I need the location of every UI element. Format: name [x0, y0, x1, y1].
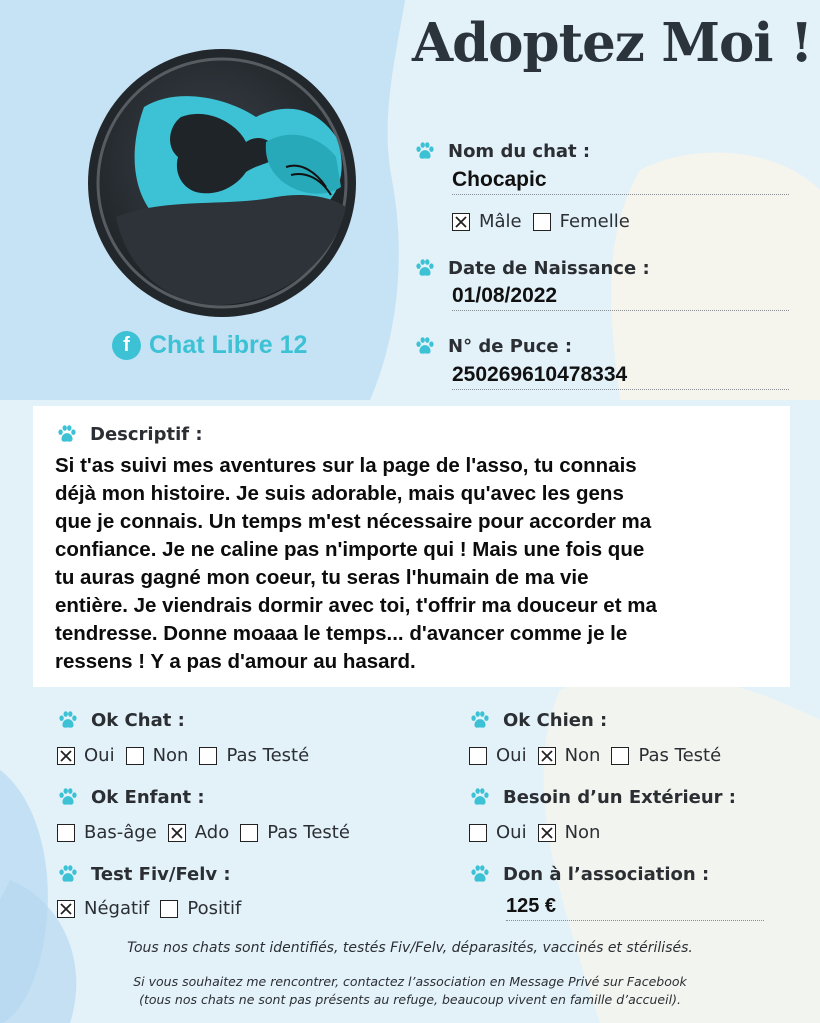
checkbox[interactable]: [126, 747, 144, 765]
description-line: tu auras gagné mon coeur, tu seras l'humain de ma vie: [55, 566, 589, 589]
fiv-option-positif[interactable]: [160, 898, 241, 919]
fiv-option-negatif[interactable]: [57, 898, 149, 919]
fiv-felv-options: [57, 898, 252, 919]
paw-icon: [469, 786, 491, 808]
description-line: que je connais. Un temps m'est nécessaire pour accorder ma: [55, 510, 652, 533]
paw-icon: [56, 423, 78, 445]
option-label: Positif: [187, 898, 242, 919]
option-label: Femelle: [559, 211, 630, 232]
checkbox[interactable]: [199, 747, 217, 765]
page-title: Adoptez Moi !: [412, 12, 813, 74]
x-mark-icon: [454, 215, 468, 229]
option-label: Ado: [194, 822, 230, 843]
fiv-felv-label: [57, 863, 231, 885]
option-label: Non: [152, 745, 189, 766]
checkbox[interactable]: [240, 824, 258, 842]
option-label: Pas Testé: [267, 822, 350, 843]
donation-label: [469, 863, 709, 885]
footer-contact-line: Si vous souhaitez me rencontrer, contactez l’association en Message Privé sur Facebook: [133, 974, 687, 989]
option-label: Non: [564, 822, 601, 843]
birth-date-label: [414, 257, 650, 279]
checkbox[interactable]: [469, 824, 487, 842]
paw-icon: [57, 786, 79, 808]
paw-icon: [414, 140, 436, 162]
exterieur-options: [469, 822, 611, 843]
checkbox[interactable]: [168, 824, 186, 842]
donation-field[interactable]: 125 €: [506, 895, 764, 921]
ok-chien-option-oui[interactable]: [469, 745, 527, 766]
checkbox[interactable]: [533, 213, 551, 231]
ok-enfant-label-text: Ok Enfant :: [91, 786, 205, 808]
description-label: [56, 423, 203, 445]
chip-number-label: [414, 335, 572, 357]
paw-icon: [57, 709, 79, 731]
chip-number-label-text: N° de Puce :: [448, 335, 573, 357]
x-mark-icon: [59, 902, 73, 916]
description-line: tendresse. Donne moaaa le temps... d'avancer comme je le: [55, 622, 628, 645]
checkbox[interactable]: [452, 213, 470, 231]
x-mark-icon: [540, 826, 554, 840]
cat-name-label-text: Nom du chat :: [448, 140, 591, 162]
birth-date-label-text: Date de Naissance :: [448, 257, 650, 279]
paw-icon: [414, 257, 436, 279]
footer-contact-line: (tous nos chats ne sont pas présents au refuge, beaucoup vivent en famille d’accueil).: [139, 992, 681, 1007]
ok-chat-option-non[interactable]: [126, 745, 189, 766]
option-label: Mâle: [479, 211, 522, 232]
ok-chien-options: [469, 745, 732, 766]
option-label: Bas-âge: [84, 822, 157, 843]
birth-date-field[interactable]: 01/08/2022: [452, 284, 789, 311]
facebook-icon: f: [112, 331, 141, 360]
footer-contact: [0, 973, 820, 1009]
checkbox[interactable]: [57, 824, 75, 842]
description-line: entière. Je viendrais dormir avec toi, t'offrir ma douceur et ma: [55, 594, 657, 617]
description-line: ressens ! Y a pas d'amour au hasard.: [55, 650, 416, 673]
exterieur-label: [469, 786, 736, 808]
description-text: [55, 452, 775, 676]
x-mark-icon: [540, 749, 554, 763]
fiv-felv-label-text: Test Fiv/Felv :: [91, 863, 231, 885]
cat-name-field[interactable]: Chocapic: [452, 168, 789, 195]
option-label: Non: [564, 745, 601, 766]
association-name: Chat Libre 12: [149, 330, 308, 359]
sex-options: [452, 211, 641, 232]
ok-chien-option-pas-teste[interactable]: [611, 745, 721, 766]
checkbox[interactable]: [160, 900, 178, 918]
paw-icon: [57, 863, 79, 885]
option-label: Oui: [496, 822, 527, 843]
ok-chat-option-oui[interactable]: [57, 745, 115, 766]
ok-chat-options: [57, 745, 320, 766]
ok-chien-label: [469, 709, 607, 731]
ok-chien-option-non[interactable]: [538, 745, 601, 766]
checkbox[interactable]: [57, 747, 75, 765]
chip-number-field[interactable]: 250269610478334: [452, 363, 789, 390]
ok-enfant-option-ado[interactable]: [168, 822, 229, 843]
ok-chat-label-text: Ok Chat :: [91, 709, 185, 731]
description-label-text: Descriptif :: [90, 423, 203, 445]
ok-enfant-option-bas-age[interactable]: [57, 822, 157, 843]
description-line: confiance. Je ne caline pas n'importe qui ! Mais une fois que: [55, 538, 645, 561]
checkbox[interactable]: [57, 900, 75, 918]
description-line: Si t'as suivi mes aventures sur la page de l'asso, tu connais: [55, 454, 637, 477]
option-label: Oui: [496, 745, 527, 766]
checkbox[interactable]: [538, 747, 556, 765]
footer-note: Tous nos chats sont identifiés, testés Fiv/Felv, déparasités, vaccinés et stérilisés.: [127, 940, 693, 956]
checkbox[interactable]: [538, 824, 556, 842]
option-label: Pas Testé: [638, 745, 722, 766]
x-mark-icon: [170, 826, 184, 840]
option-label: Oui: [84, 745, 115, 766]
x-mark-icon: [59, 749, 73, 763]
ok-chat-label: [57, 709, 185, 731]
ok-enfant-options: [57, 822, 361, 843]
exterieur-option-non[interactable]: [538, 822, 601, 843]
paw-icon: [414, 335, 436, 357]
exterieur-option-oui[interactable]: [469, 822, 527, 843]
ok-enfant-label: [57, 786, 205, 808]
paw-icon: [469, 709, 491, 731]
description-line: déjà mon histoire. Je suis adorable, mais qu'avec les gens: [55, 482, 624, 505]
ok-chien-label-text: Ok Chien :: [503, 709, 608, 731]
exterieur-label-text: Besoin d’un Extérieur :: [503, 786, 737, 808]
cat-name-label: [414, 140, 590, 162]
paw-icon: [469, 863, 491, 885]
donation-label-text: Don à l’association :: [503, 863, 710, 885]
association-logo: [86, 47, 358, 319]
ok-enfant-option-pas-teste[interactable]: [240, 822, 350, 843]
checkbox[interactable]: [611, 747, 629, 765]
facebook-badge[interactable]: [112, 330, 307, 360]
option-label: Pas Testé: [226, 745, 310, 766]
ok-chat-option-pas-teste[interactable]: [199, 745, 309, 766]
option-label: Négatif: [84, 898, 150, 919]
checkbox[interactable]: [469, 747, 487, 765]
sex-option-female[interactable]: [533, 211, 630, 232]
sex-option-male[interactable]: [452, 211, 522, 232]
